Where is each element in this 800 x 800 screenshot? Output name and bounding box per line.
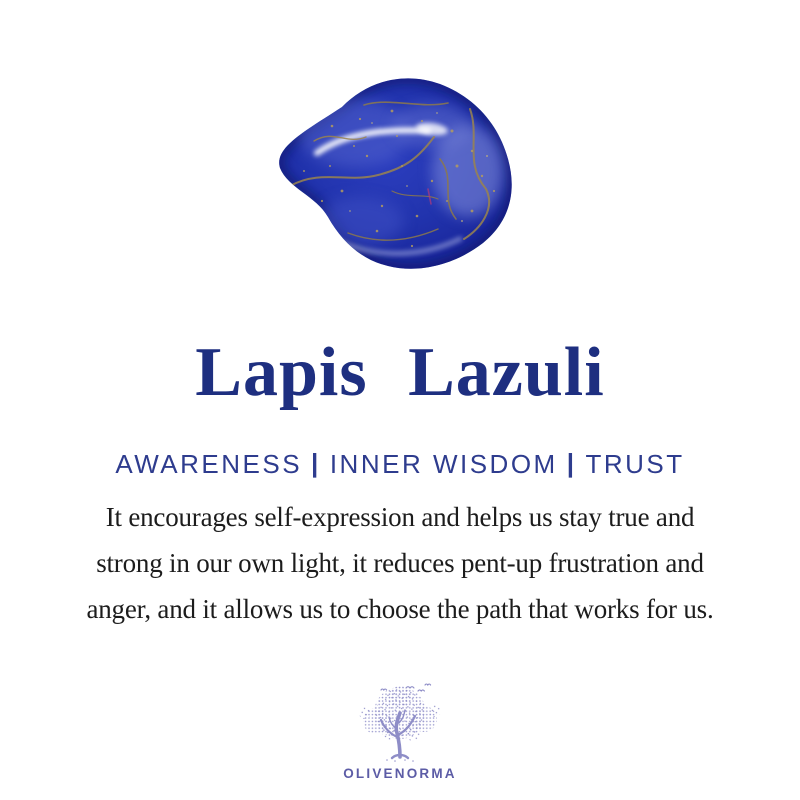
description-line: It encourages self-expression and helps us stay true and [105,502,695,532]
brand-logo [0,683,800,781]
trait-item: TRUST [585,449,685,479]
description-line: anger, and it allows us to choose the path that works for us. [86,594,714,624]
lapis-lazuli-stone-image [272,70,514,274]
olive-tree-icon [351,683,449,763]
traits-subtitle [0,449,800,480]
pipe-separator: | [566,448,577,478]
description-line: strong in our own light, it reduces pent-up frustration and [96,548,704,578]
trait-item: INNER WISDOM [329,449,558,479]
page-title: Lapis Lazuli [195,334,605,411]
brand-wordmark: OLIVENORMA [343,766,457,781]
pipe-separator: | [311,448,321,478]
description-paragraph [40,494,760,632]
trait-item: AWARENESS [115,449,303,479]
